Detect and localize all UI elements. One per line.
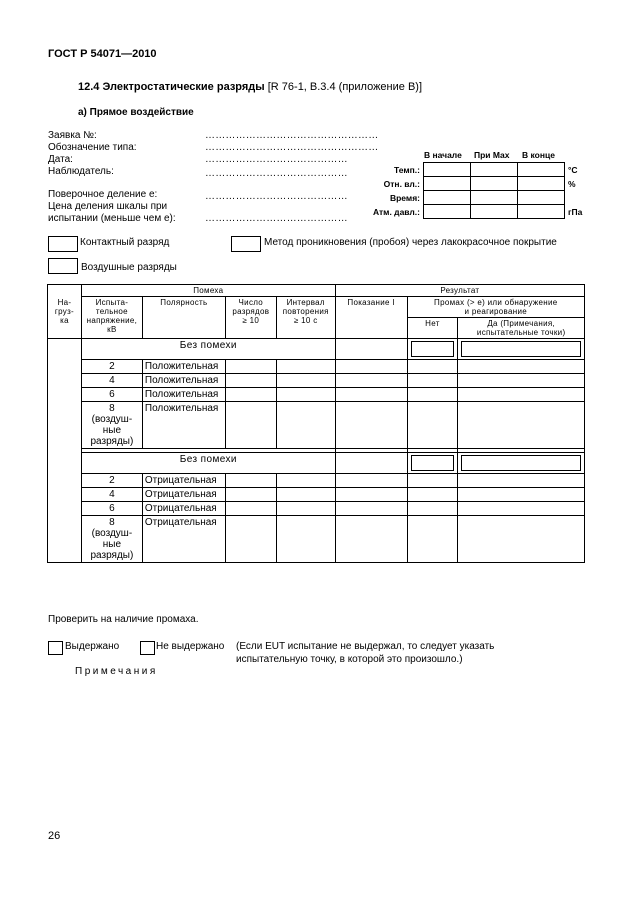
count-cell[interactable] — [225, 474, 276, 488]
voltage-cell: 2 — [81, 474, 142, 488]
yes-cell[interactable] — [458, 339, 585, 360]
scale-division-label-2: испытании (меньше чем е): — [48, 213, 176, 224]
date-field[interactable]: …………………………………… — [205, 154, 348, 165]
no-cell[interactable] — [407, 453, 458, 474]
failed-label: Не выдержано — [156, 641, 225, 652]
count-header-line: Число — [238, 298, 264, 307]
env-cell[interactable] — [518, 205, 565, 219]
table-row — [48, 360, 585, 374]
polarity-cell: Положительная — [142, 374, 225, 388]
air-discharge-label: Воздушные разряды — [81, 262, 177, 273]
voltage-cell: 6 — [81, 502, 142, 516]
indication-cell[interactable] — [335, 474, 407, 488]
indication-cell[interactable] — [335, 374, 407, 388]
env-col-start: В начале — [424, 150, 462, 160]
no-cell[interactable] — [407, 474, 458, 488]
yes-cell[interactable] — [458, 388, 585, 402]
count-header-line: разрядов — [232, 307, 270, 316]
observer-field[interactable]: …………………………………… — [205, 168, 348, 179]
contact-discharge-label: Контактный разряд — [80, 237, 170, 248]
load-header-line: ка — [60, 316, 69, 325]
load-header-line: груз- — [54, 307, 75, 316]
count-cell[interactable] — [225, 374, 276, 388]
table-row — [48, 474, 585, 488]
interference-header: Помеха — [81, 285, 335, 297]
yes-cell[interactable] — [458, 360, 585, 374]
yes-header-line: Да (Примечания, — [487, 319, 555, 328]
page-number: 26 — [48, 830, 61, 842]
polarity-cell: Отрицательная — [142, 488, 225, 502]
failure-note-line-1: (Если EUT испытание не выдержал, то следует указать — [236, 641, 495, 652]
table-row — [48, 516, 585, 563]
env-row-pressure — [362, 205, 592, 219]
env-unit — [565, 191, 593, 205]
table-row — [48, 402, 585, 449]
scale-division-label-1: Цена деления шкалы при — [48, 201, 168, 212]
result-header: Результат — [335, 285, 584, 297]
passed-checkbox[interactable] — [48, 641, 63, 655]
no-inner-box[interactable] — [411, 455, 455, 471]
load-header-line: На- — [57, 298, 72, 307]
load-cell[interactable] — [48, 339, 82, 563]
interval-header-line: повторения — [282, 307, 329, 316]
yes-cell[interactable] — [458, 474, 585, 488]
yes-cell[interactable] — [458, 502, 585, 516]
penetration-method-checkbox[interactable] — [231, 236, 261, 252]
voltage-header-line: тельное — [95, 307, 128, 316]
interval-header — [276, 297, 335, 339]
count-cell[interactable] — [225, 402, 276, 449]
failed-checkbox[interactable] — [140, 641, 155, 655]
voltage-cell: 2 — [81, 360, 142, 374]
air-line: разряды) — [90, 436, 134, 447]
table-row — [48, 502, 585, 516]
voltage-cell — [81, 402, 142, 449]
environment-table — [362, 162, 592, 219]
interval-cell[interactable] — [276, 488, 335, 502]
application-label: Заявка №: — [48, 130, 97, 141]
section-title — [78, 81, 422, 93]
error-header-line: и реагирование — [464, 307, 528, 316]
env-cell[interactable] — [424, 191, 471, 205]
no-interference-caption: Без помехи — [81, 339, 335, 360]
indication-cell[interactable] — [335, 388, 407, 402]
observer-label: Наблюдатель: — [48, 166, 114, 177]
interval-header-line: Интервал — [286, 298, 325, 307]
voltage-cell: 4 — [81, 374, 142, 388]
type-designation-field[interactable]: …………………………………………… — [205, 142, 379, 153]
air-line: разряды) — [90, 550, 134, 561]
interval-cell[interactable] — [276, 516, 335, 563]
voltage-header-line: кВ — [107, 325, 117, 334]
verification-division-field[interactable]: …………………………………… — [205, 191, 348, 202]
voltage-header-line: Испыта- — [95, 298, 129, 307]
indication-cell[interactable] — [335, 402, 407, 449]
env-label: Время: — [389, 192, 420, 203]
air-line: (воздуш- — [91, 528, 133, 539]
yes-inner-box[interactable] — [461, 455, 581, 471]
voltage-cell: 4 — [81, 488, 142, 502]
polarity-cell: Положительная — [142, 402, 225, 449]
polarity-cell: Отрицательная — [142, 474, 225, 488]
polarity-cell: Положительная — [142, 360, 225, 374]
polarity-cell: Отрицательная — [142, 516, 225, 563]
env-cell[interactable] — [471, 163, 518, 177]
check-text: Проверить на наличие промаха. — [48, 614, 199, 625]
no-cell[interactable] — [407, 339, 458, 360]
no-inner-box[interactable] — [411, 341, 455, 357]
env-cell[interactable] — [471, 177, 518, 191]
section-number-title: 12.4 Электростатические разряды — [78, 81, 265, 93]
contact-discharge-checkbox[interactable] — [48, 236, 78, 252]
indication-header: Показание I — [335, 297, 407, 339]
no-interference-caption: Без помехи — [81, 453, 335, 474]
results-table — [47, 284, 585, 563]
air-line: 8 — [109, 403, 115, 414]
verification-division-label: Поверочное деление е: — [48, 189, 158, 200]
indication-cell[interactable] — [335, 453, 407, 474]
notes-heading: Примечания — [75, 666, 158, 677]
penetration-method-label: Метод проникновения (пробоя) через лакокрасочное покрытие — [264, 237, 557, 248]
table-header-row — [48, 285, 585, 297]
table-row — [48, 339, 585, 360]
interval-cell[interactable] — [276, 388, 335, 402]
air-line: ные — [102, 539, 122, 550]
polarity-cell: Отрицательная — [142, 502, 225, 516]
env-unit: % — [568, 178, 576, 189]
env-cell[interactable] — [424, 177, 471, 191]
table-row — [48, 453, 585, 474]
type-designation-label: Обозначение типа: — [48, 142, 137, 153]
air-line: (воздуш- — [91, 414, 133, 425]
voltage-header — [81, 297, 142, 339]
count-cell[interactable] — [225, 516, 276, 563]
env-col-max: При Max — [474, 150, 510, 160]
no-cell[interactable] — [407, 488, 458, 502]
table-row — [48, 388, 585, 402]
voltage-header-line: напряжение, — [86, 316, 138, 325]
date-label: Дата: — [48, 154, 73, 165]
env-label: Атм. давл.: — [372, 206, 420, 217]
interval-cell[interactable] — [276, 502, 335, 516]
env-cell[interactable] — [424, 163, 471, 177]
no-cell[interactable] — [407, 402, 458, 449]
yes-cell[interactable] — [458, 374, 585, 388]
count-header — [225, 297, 276, 339]
passed-label: Выдержано — [65, 641, 120, 652]
no-cell[interactable] — [407, 388, 458, 402]
count-cell[interactable] — [225, 502, 276, 516]
interval-cell[interactable] — [276, 374, 335, 388]
no-cell[interactable] — [407, 360, 458, 374]
indication-cell[interactable] — [335, 488, 407, 502]
error-header — [407, 297, 584, 318]
env-label: Темп.: — [394, 164, 420, 175]
yes-cell[interactable] — [458, 516, 585, 563]
env-cell[interactable] — [471, 205, 518, 219]
env-unit: °C — [568, 164, 578, 175]
no-cell[interactable] — [407, 374, 458, 388]
table-row — [48, 374, 585, 388]
count-cell[interactable] — [225, 488, 276, 502]
yes-cell[interactable] — [458, 488, 585, 502]
scale-division-field[interactable]: …………………………………… — [205, 213, 348, 224]
section-reference: [R 76-1, B.3.4 (приложение B)] — [267, 81, 423, 93]
env-cell[interactable] — [471, 191, 518, 205]
air-line: ные — [102, 425, 122, 436]
env-col-end: В конце — [522, 150, 555, 160]
indication-cell[interactable] — [335, 339, 407, 360]
interval-cell[interactable] — [276, 402, 335, 449]
indication-cell[interactable] — [335, 502, 407, 516]
failure-note-line-2: испытательную точку, в которой это произошло.) — [236, 654, 463, 665]
interval-cell[interactable] — [276, 360, 335, 374]
voltage-cell: 6 — [81, 388, 142, 402]
application-field[interactable]: …………………………………………… — [205, 130, 379, 141]
air-discharge-checkbox[interactable] — [48, 258, 78, 274]
yes-header-line: испытательные точки) — [476, 328, 566, 337]
table-header-row — [48, 297, 585, 318]
voltage-cell — [81, 516, 142, 563]
yes-inner-box[interactable] — [461, 341, 581, 357]
no-cell[interactable] — [407, 516, 458, 563]
count-cell[interactable] — [225, 388, 276, 402]
polarity-cell: Положительная — [142, 388, 225, 402]
subsection-title: а) Прямое воздействие — [78, 107, 194, 118]
polarity-header: Полярность — [142, 297, 225, 339]
yes-cell[interactable] — [458, 402, 585, 449]
env-cell[interactable] — [518, 177, 565, 191]
env-row-humidity — [362, 177, 592, 191]
yes-header — [458, 318, 585, 339]
interval-header-line: ≥ 10 с — [293, 316, 318, 325]
count-cell[interactable] — [225, 360, 276, 374]
indication-cell[interactable] — [335, 516, 407, 563]
no-header: Нет — [407, 318, 458, 339]
env-cell[interactable] — [518, 163, 565, 177]
no-cell[interactable] — [407, 502, 458, 516]
env-row-temp — [362, 163, 592, 177]
env-cell[interactable] — [518, 191, 565, 205]
env-cell[interactable] — [424, 205, 471, 219]
load-header — [48, 285, 82, 339]
standard-header: ГОСТ Р 54071—2010 — [48, 48, 157, 60]
yes-cell[interactable] — [458, 453, 585, 474]
interval-cell[interactable] — [276, 474, 335, 488]
count-header-line: ≥ 10 — [242, 316, 260, 325]
table-row — [48, 488, 585, 502]
env-row-time — [362, 191, 592, 205]
error-header-line: Промах (> е) или обнаружение — [434, 298, 558, 307]
air-line: 8 — [109, 517, 115, 528]
env-label: Отн. вл.: — [383, 178, 420, 189]
indication-cell[interactable] — [335, 360, 407, 374]
env-unit: гПа — [568, 206, 583, 217]
